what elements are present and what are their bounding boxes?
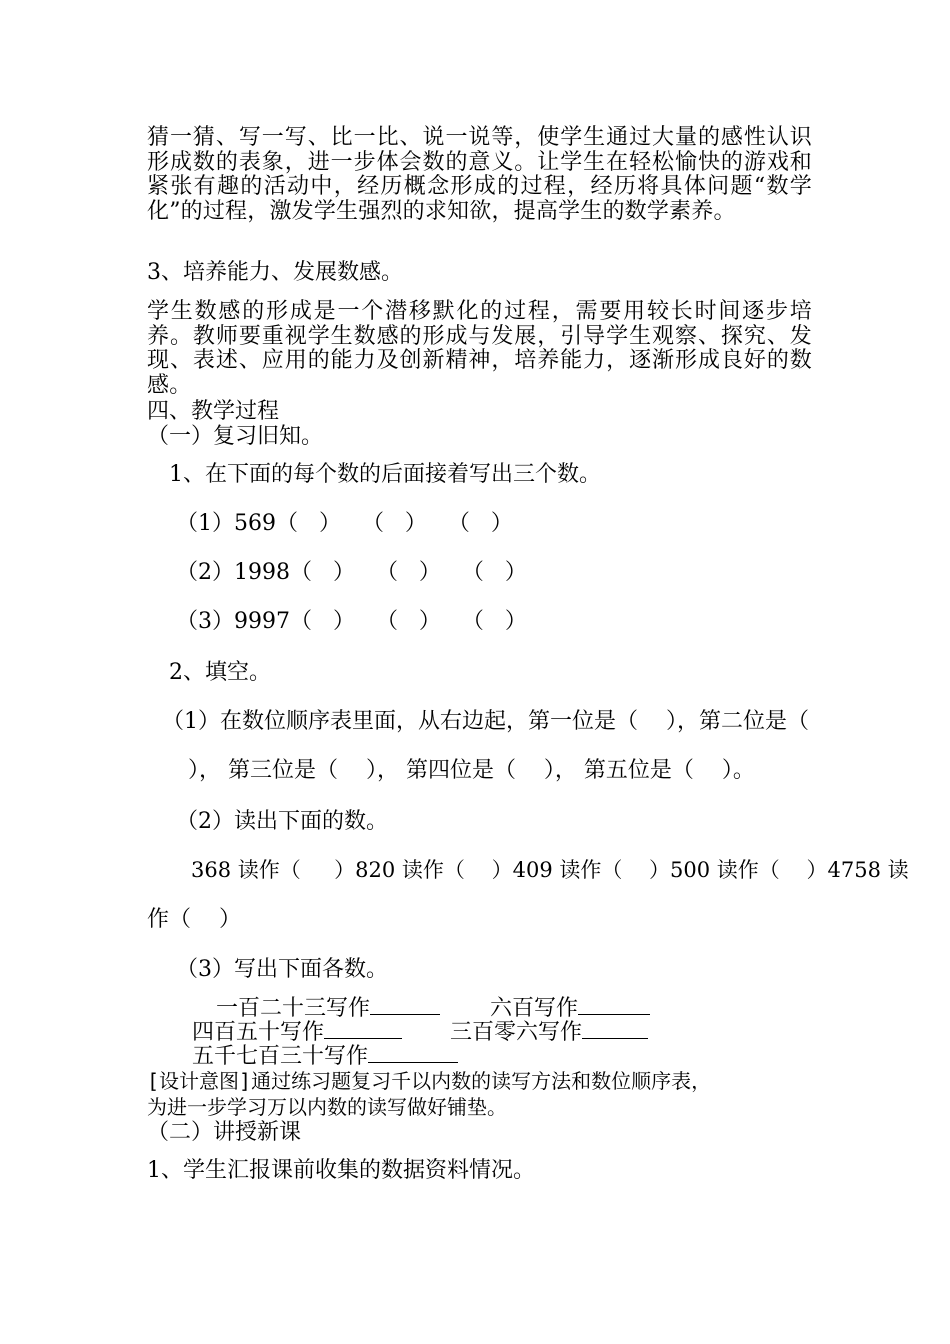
q2-2-line1: 368 读作（ ）820 读作（ ）409 读作（ ）500 读作（ ）4758 读 bbox=[191, 858, 909, 882]
answer-blank[interactable] bbox=[582, 1020, 648, 1039]
q2-title: 2、填空。 bbox=[169, 660, 271, 685]
write-item-5-label: 五千七百三十写作 bbox=[192, 1044, 369, 1069]
write-item-5 bbox=[192, 1044, 458, 1069]
q2-3-title: （3）写出下面各数。 bbox=[176, 957, 388, 982]
answer-blank[interactable] bbox=[370, 996, 440, 1015]
answer-blank[interactable] bbox=[324, 1020, 402, 1039]
q2-2-title: （2）读出下面的数。 bbox=[176, 809, 388, 834]
write-item-2-label: 六百写作 bbox=[490, 996, 579, 1021]
sub1-title: （一）复习旧知。 bbox=[147, 424, 324, 449]
q2-1-line2: ）， 第三位是（ ）， 第四位是（ ）， 第五位是（ ）。 bbox=[188, 758, 755, 783]
q1-title: 1、在下面的每个数的后面接着写出三个数。 bbox=[169, 462, 601, 487]
write-item-3 bbox=[192, 1020, 402, 1045]
q1-item-2: （2）1998（ ） （ ） （ ） bbox=[176, 560, 527, 585]
write-item-4 bbox=[450, 1020, 648, 1045]
answer-blank[interactable] bbox=[578, 996, 650, 1015]
design-intent-line2: 为进一步学习万以内数的读写做好铺垫。 bbox=[147, 1095, 507, 1119]
point3-title: 3、培养能力、发展数感。 bbox=[147, 260, 403, 285]
answer-blank[interactable] bbox=[368, 1044, 458, 1063]
q1-item-1: （1）569（ ） （ ） （ ） bbox=[176, 511, 513, 536]
section4-title: 四、教学过程 bbox=[147, 399, 280, 424]
point3-paragraph: 学生数感的形成是一个潜移默化的过程，需要用较长时间逐步培养。教师要重视学生数感的形成与发展，引导学生观察、探究、发现、表述、应用的能力及创新精神，培养能力，逐渐形成良好的数感。 bbox=[147, 299, 812, 398]
q1-item-3: （3）9997（ ） （ ） （ ） bbox=[176, 609, 527, 634]
write-item-1 bbox=[216, 996, 440, 1021]
q2-2-line2: 作（ ） bbox=[147, 907, 241, 932]
sub2-title: （二）讲授新课 bbox=[147, 1120, 302, 1145]
write-item-1-label: 一百二十三写作 bbox=[216, 996, 371, 1021]
write-item-2 bbox=[490, 996, 650, 1021]
new1-title: 1、学生汇报课前收集的数据资料情况。 bbox=[147, 1158, 535, 1183]
intro-paragraph: 猜一猜、写一写、比一比、说一说等，使学生通过大量的感性认识形成数的表象，进一步体会数的意义。让学生在轻松愉快的游戏和紧张有趣的活动中，经历概念形成的过程，经历将具体问题“数学化”的过程，激发学生强烈的求知欲，提高学生的数学素养。 bbox=[147, 125, 812, 224]
design-intent-line1: [设计意图]通过练习题复习千以内数的读写方法和数位顺序表， bbox=[147, 1069, 712, 1093]
write-item-4-label: 三百零六写作 bbox=[450, 1020, 583, 1045]
write-item-3-label: 四百五十写作 bbox=[192, 1020, 325, 1045]
q2-1-line1: （1）在数位顺序表里面，从右边起，第一位是（ ），第二位是（ bbox=[162, 709, 809, 734]
